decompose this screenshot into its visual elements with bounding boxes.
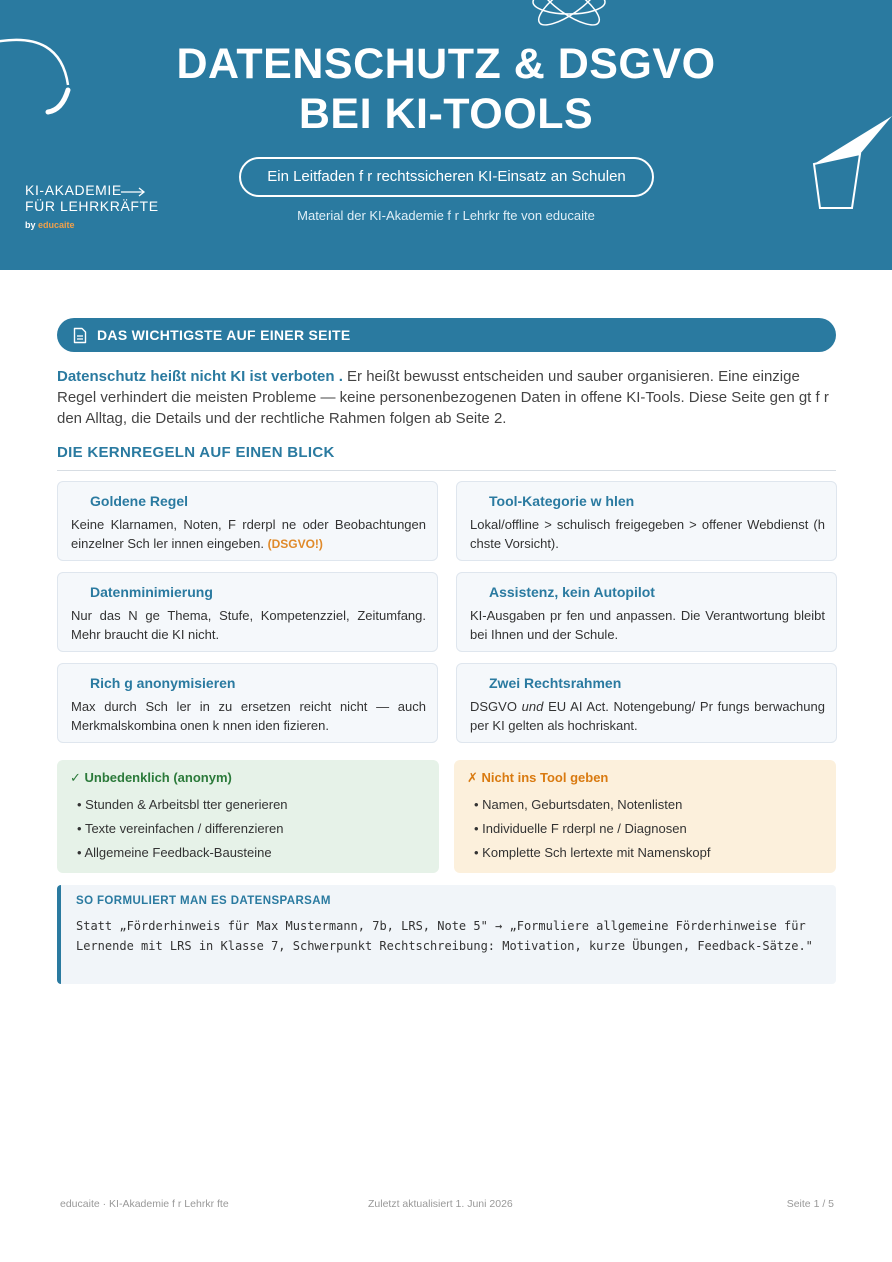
allowed-box [57,760,439,873]
allowed-list [77,793,288,865]
ki-akademie-logo [25,182,159,230]
list-item: • Namen, Geburtsdaten, Notenlisten [474,793,711,817]
rule-card-body: Max durch Sch ler in zu ersetzen reicht nicht — auch Merkmalskombina onen k nnen iden fizieren. [71,699,426,733]
dsgvo-tag: (DSGVO!) [267,537,323,551]
rule-card-title: Zwei Rechtsrahmen [489,675,622,691]
rule-card-title: Rich g anonymisieren [90,675,236,691]
logo-line1: KI-AKADEMIE [25,182,122,198]
tip-callout [57,885,836,984]
list-item: • Individuelle F rderpl ne / Diagnosen [474,817,711,841]
rule-card-tool-category [456,481,837,561]
page-title-line1: DATENSCHUTZ & DSGVO [176,40,716,88]
logo-brand: educaite [38,220,75,230]
rule-card-title: Assistenz, kein Autopilot [489,584,655,600]
footer-date: Zuletzt aktualisiert 1. Juni 2026 [368,1198,513,1210]
rule-card-legal-frameworks [456,663,837,743]
logo-line2: FÜR LEHRKRÄFTE [25,198,159,214]
kernregeln-heading: DIE KERNREGELN AUF EINEN BLICK [57,444,836,471]
rule-card-title: Goldene Regel [90,493,189,509]
forbidden-box-title: ✗ Nicht ins Tool geben [467,770,609,785]
intro-text: Er heißt bewusst entscheiden und sauber organisieren. Eine einzige Regel verhindert die meisten Probleme — keine personenbezogenen Daten in offene KI-Tools. Diese Seite gen gt f r den Alltag, die Details und der rechtliche Rahmen folgen ab Seite 2. [57,368,829,427]
forbidden-list [474,793,711,865]
rule-card-title: Datenminimierung [90,584,213,600]
intro-lead: Datenschutz heißt nicht KI ist verboten . [57,368,343,385]
tip-title: SO FORMULIERT MAN ES DATENSPARSAM [76,895,331,907]
list-item: • Texte vereinfachen / differenzieren [77,817,288,841]
rule-card-body: DSGVO und EU AI Act. Notengebung/ Pr fungs berwachung per KI gelten als hochriskant. [470,699,825,733]
rule-card-body: Nur das N ge Thema, Stufe, Kompetenzziel, Zeitumfang. Mehr braucht die KI nicht. [71,608,426,642]
rule-card-golden [57,481,438,561]
section-header [57,318,836,352]
allowed-box-title: ✓ Unbedenklich (anonym) [70,770,232,785]
logo-arrow-icon [121,187,147,197]
rule-card-data-minimization [57,572,438,652]
header-banner [0,0,892,270]
intro-paragraph [57,366,836,429]
document-icon [73,327,87,344]
footer-left: educaite · KI-Akademie f r Lehrkr fte [60,1198,229,1210]
rule-card-body: KI-Ausgaben pr fen und anpassen. Die Verantwortung bleibt bei Ihnen und der Schule. [470,608,825,642]
forbidden-box [454,760,836,873]
rule-card-assistance [456,572,837,652]
atom-icon [528,0,610,34]
rule-card-title: Tool-Kategorie w hlen [489,493,635,509]
list-item: • Komplette Sch lertexte mit Namenskopf [474,841,711,865]
material-credit: Material der KI-Akademie f r Lehrkr fte von educaite [297,208,595,223]
page-number: Seite 1 / 5 [786,1198,834,1210]
rule-card-anonymize [57,663,438,743]
tip-body: Statt „Förderhinweis für Max Mustermann, 7b, LRS, Note 5" → „Formuliere allgemeine Förderhinweise für Lernende mit LRS in Klasse 7, Schwerpunkt Rechtschreibung: Motivation, kurze Übungen, Feedback-Sätze." [76,919,813,953]
logo-byline: by educaite [25,220,75,230]
subtitle-pill: Ein Leitfaden f r rechtssicheren KI-Einsatz an Schulen [239,157,654,197]
list-item: • Allgemeine Feedback-Bausteine [77,841,288,865]
list-item: • Stunden & Arbeitsbl tter generieren [77,793,288,817]
section-title: DAS WICHTIGSTE AUF EINER SEITE [97,327,351,343]
rule-card-body: Keine Klarnamen, Noten, F rderpl ne oder Beobachtungen einzelner Sch ler innen eingeben. (DSGVO!) [71,517,426,551]
rule-card-body: Lokal/offline > schulisch freigegeben > offener Webdienst (h chste Vorsicht). [470,517,825,551]
page-title-line2: BEI KI-TOOLS [298,90,594,138]
